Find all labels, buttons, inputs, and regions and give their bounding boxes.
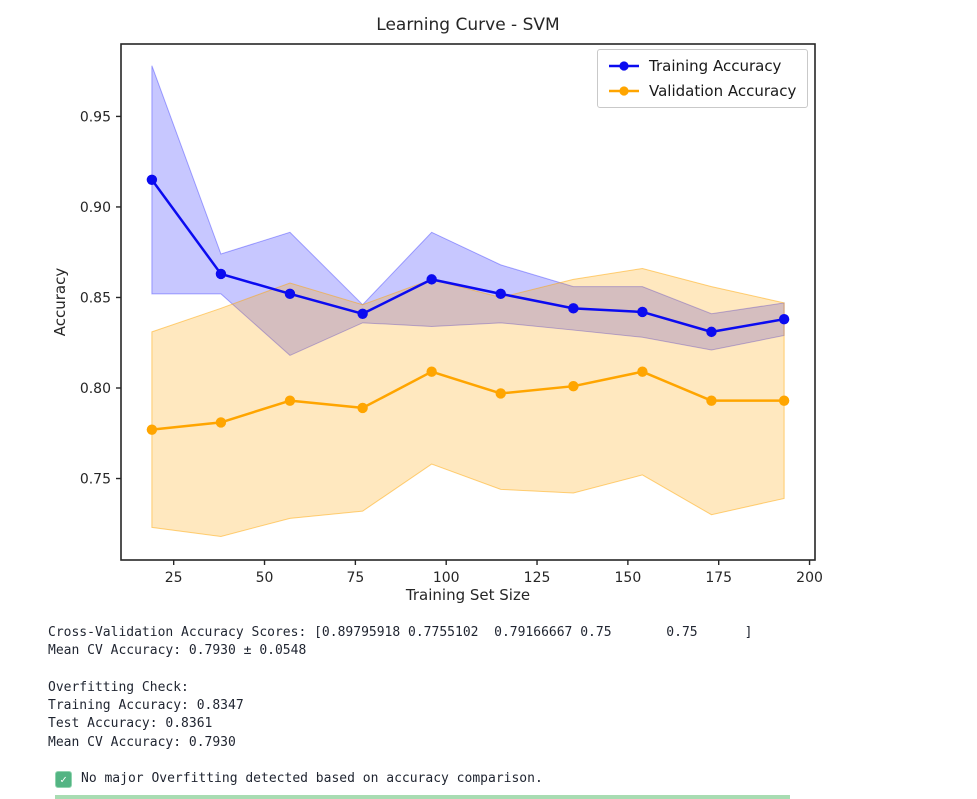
x-axis-label: Training Set Size	[405, 586, 531, 604]
legend-label-training: Training Accuracy	[649, 57, 782, 75]
training-data-point	[496, 289, 506, 299]
training-data-point	[637, 307, 647, 317]
validation-data-point	[285, 395, 295, 405]
training-data-point	[568, 303, 578, 313]
check-mark-icon: ✓	[55, 771, 72, 788]
validation-data-point	[706, 395, 716, 405]
training-data-point	[357, 309, 367, 319]
validation-data-point	[216, 417, 226, 427]
validation-data-point	[496, 388, 506, 398]
console-line: Mean CV Accuracy: 0.7930	[48, 734, 236, 750]
console-line: Test Accuracy: 0.8361	[48, 716, 213, 732]
training-data-point	[779, 314, 789, 324]
chart-legend	[597, 49, 808, 108]
x-tick-label: 125	[523, 570, 551, 586]
validation-data-point	[637, 367, 647, 377]
y-tick-label: 0.85	[79, 290, 111, 307]
console-line: Overfitting Check:	[48, 679, 189, 695]
validation-line-swatch-icon	[608, 84, 640, 98]
training-data-point	[426, 274, 436, 284]
overfitting-result-line	[48, 770, 752, 788]
training-data-point	[216, 269, 226, 279]
legend-item-training	[608, 56, 797, 76]
x-tick-label: 175	[705, 570, 733, 586]
validation-data-point	[779, 395, 789, 405]
x-tick-label: 200	[796, 570, 823, 586]
validation-confidence-band	[152, 269, 784, 537]
y-axis-label: Accuracy	[51, 267, 69, 337]
training-data-point	[706, 327, 716, 337]
console-line: Mean CV Accuracy: 0.7930 ± 0.0548	[48, 643, 307, 659]
training-data-point	[285, 289, 295, 299]
console-line	[48, 661, 752, 679]
x-tick-label: 75	[346, 570, 365, 586]
console-output	[48, 624, 752, 789]
x-tick-label: 100	[432, 570, 460, 586]
validation-data-point	[426, 367, 436, 377]
bottom-green-strip	[55, 795, 790, 799]
validation-data-point	[568, 381, 578, 391]
legend-label-validation: Validation Accuracy	[649, 82, 797, 100]
chart-title: Learning Curve - SVM	[376, 15, 560, 35]
training-data-point	[147, 175, 157, 185]
overfitting-result-text: No major Overfitting detected based on accuracy comparison.	[81, 771, 543, 787]
training-line-swatch-icon	[608, 59, 640, 73]
console-line: Training Accuracy: 0.8347	[48, 698, 244, 714]
x-tick-label: 25	[164, 570, 183, 586]
x-tick-label: 150	[614, 570, 642, 586]
console-line	[48, 752, 752, 770]
validation-data-point	[357, 403, 367, 413]
validation-data-point	[147, 424, 157, 434]
y-tick-label: 0.80	[79, 381, 111, 397]
y-tick-label: 0.90	[79, 199, 111, 216]
y-tick-label: 0.75	[79, 471, 111, 488]
x-tick-label: 50	[255, 570, 274, 586]
legend-item-validation	[608, 81, 797, 101]
console-line: Cross-Validation Accuracy Scores: [0.89795918 0.7755102 0.79166667 0.75 0.75 ]	[48, 625, 753, 640]
y-tick-label: 0.95	[79, 109, 111, 126]
